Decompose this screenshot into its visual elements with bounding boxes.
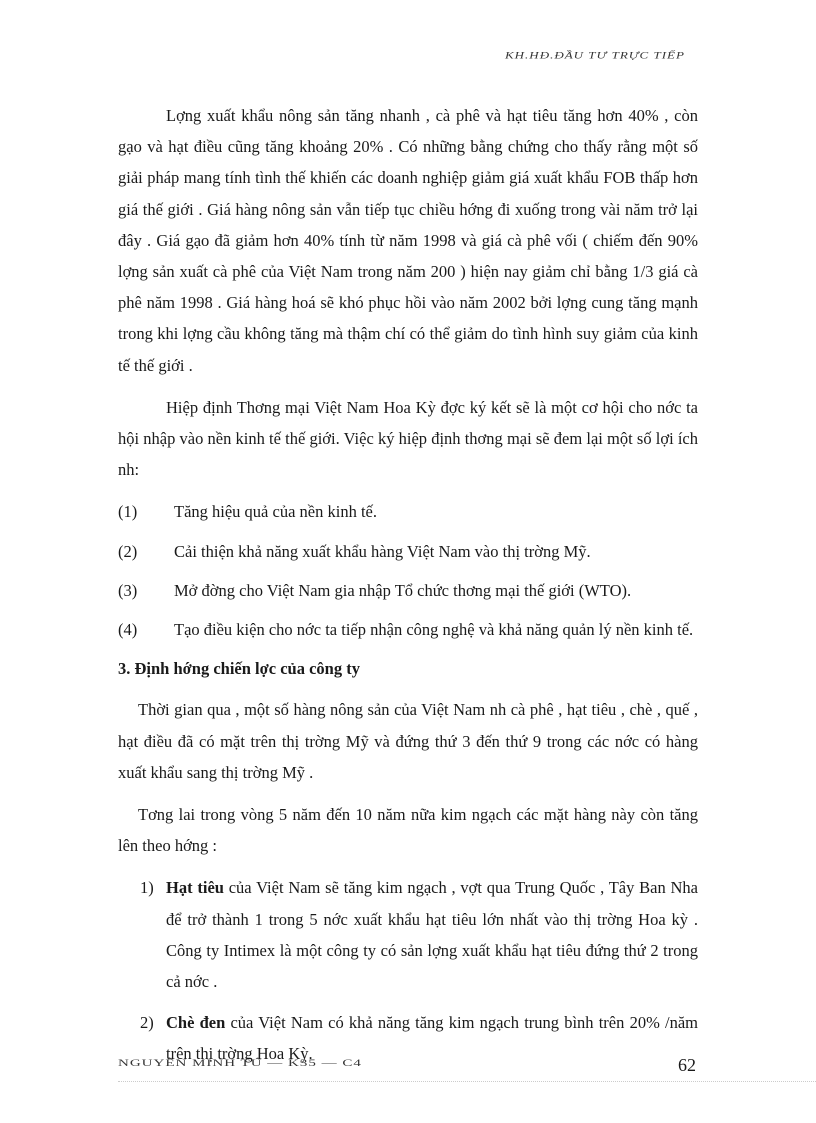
footer-author: NGUYỄN MINH TÚ — K35 — C4 [118,1059,362,1069]
list-number: (2) [118,541,138,561]
list-number: 1) [140,878,154,898]
list-item-text: Cải thiện khả năng xuất khẩu hàng Việt Nam vào thị trờng Mỹ. [174,541,591,561]
list-item-text: Tạo điều kiện cho nớc ta tiếp nhận công nghệ và khả năng quản lý nền kinh tế. [174,620,694,640]
list-number: (4) [118,620,138,640]
list-number: (3) [118,580,138,600]
page-number: 62 [678,1055,696,1075]
paragraph-1: Lợng xuất khẩu nông sản tăng nhanh , cà phê và hạt tiêu tăng hơn 40% , còn gạo và hạt điều cũng tăng khoảng 20% . Có những bằng chứng cho thấy rằng một số giải pháp mang tính tình thế khiến các doanh nghiệp giảm giá xuất khẩu FOB thấp hơn giá thế giới . Giá hàng nông sản vẫn tiếp tục chiều hớng đi xuống trong vài năm trở lại đây . Giá gạo đã giảm hơn 40% tính từ năm 1998 và giá cà phê vối ( chiếm đến 90% lợng sản xuất cà phê của Việt Nam trong năm 200 ) hiện nay giảm chỉ bằng 1/3 giá cà phê năm 1998 . Giá hàng hoá sẽ khó phục hồi vào năm 2002 bởi lợng cung tăng mạnh trong khi lợng cầu không tăng mà thậm chí có thể giảm do tình hình suy giảm của kinh tế thế giới . [118,106,698,375]
list-item [118,614,698,645]
list-item-text: Tăng hiệu quả của nền kinh tế. [174,502,377,522]
paragraph-4: Tơng lai trong vòng 5 năm đến 10 năm nữa kim ngạch các mặt hàng này còn tăng lên theo hớng : [118,805,698,856]
running-header: KH.HĐ.ĐẦU TƯ TRỰC TIẾP [505,50,685,61]
list-item [118,575,698,606]
product-name: Chè đen [166,1013,226,1033]
list-number: (1) [118,502,138,522]
list-item-text: Mở đờng cho Việt Nam gia nhập Tổ chức thơng mại thế giới (WTO). [174,580,632,600]
footer-divider [118,1081,816,1082]
benefits-list [118,496,698,645]
section-heading: 3. Định hớng chiến lợc của công ty [118,659,360,679]
page-footer [118,1055,696,1077]
list-number: 2) [140,1013,154,1033]
product-name: Hạt tiêu [166,878,224,898]
product-list [118,872,698,1069]
list-item [118,872,698,997]
list-item-text: của Việt Nam có khả năng tăng kim ngạch trung bình trên 20% /năm trên thị trờng Hoa Kỳ. [166,1013,698,1064]
page-content [118,100,698,1080]
paragraph-2: Hiệp định Thơng mại Việt Nam Hoa Kỳ đợc ký kết sẽ là một cơ hội cho nớc ta hội nhập vào nền kinh tế thế giới. Việc ký hiệp định thơng mại sẽ đem lại một số lợi ích nh: [118,397,698,480]
list-item [118,496,698,527]
paragraph-3: Thời gian qua , một số hàng nông sản của Việt Nam nh cà phê , hạt tiêu , chè , quế , hạt điều đã có mặt trên thị trờng Mỹ và đứng thứ 3 đến thứ 9 trong các nớc có hàng xuất khẩu sang thị trờng Mỹ . [118,700,698,782]
list-item [118,536,698,567]
list-item-text: của Việt Nam sẽ tăng kim ngạch , vợt qua Trung Quốc , Tây Ban Nha để trở thành 1 trong 5 nớc xuất khẩu hạt tiêu lớn nhất vào thị trờng Hoa kỳ . Công ty Intimex là một công ty có sản lợng xuất khẩu hạt tiêu đứng thứ 2 trong cả nớc . [166,878,698,992]
